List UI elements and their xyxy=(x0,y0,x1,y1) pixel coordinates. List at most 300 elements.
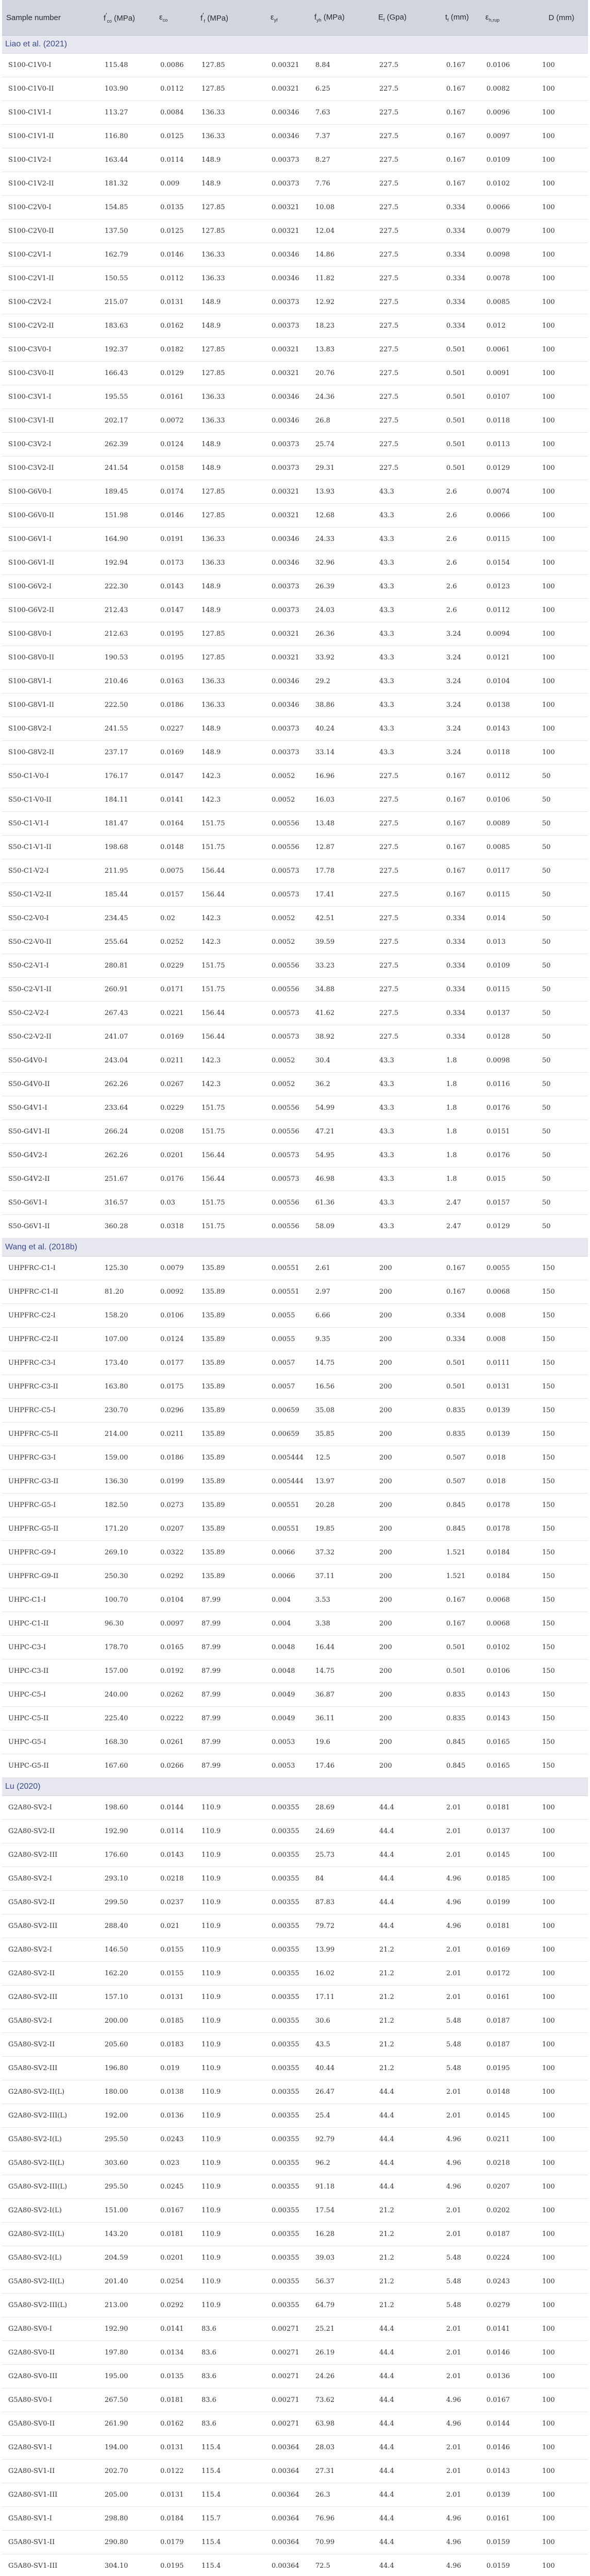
cell-d: 100 xyxy=(535,670,588,693)
cell-tf: 0.167 xyxy=(441,836,481,859)
table-row xyxy=(2,1470,588,1494)
cell-fyh: 26.19 xyxy=(310,2341,374,2365)
cell-sample: S100-C3V1-I xyxy=(2,385,99,409)
cell-d: 100 xyxy=(535,1938,588,1962)
cell-ff: 136.33 xyxy=(196,693,266,717)
cell-tf: 2.01 xyxy=(441,2080,481,2104)
cell-d: 100 xyxy=(535,2223,588,2246)
cell-sample: S50-C2-V1-II xyxy=(2,978,99,1002)
cell-eyf: 0.00373 xyxy=(266,575,310,599)
cell-eco: 0.0146 xyxy=(155,504,196,528)
cell-tf: 4.96 xyxy=(441,2507,481,2531)
cell-ef: 227.5 xyxy=(374,812,441,836)
cell-sample: S50-G4V1-II xyxy=(2,1120,99,1144)
cell-fco: 163.80 xyxy=(99,1375,155,1399)
cell-ef: 21.2 xyxy=(374,2246,441,2270)
cell-sample: S100-C1V2-I xyxy=(2,148,99,172)
cell-ecc: 0.0187 xyxy=(481,2223,535,2246)
cell-tf: 2.01 xyxy=(441,1820,481,1843)
table-row xyxy=(2,1986,588,2009)
cell-ecc: 0.0068 xyxy=(481,1280,535,1304)
cell-tf: 5.48 xyxy=(441,2033,481,2057)
cell-fco: 195.00 xyxy=(99,2365,155,2388)
cell-sample: S100-G8V2-I xyxy=(2,717,99,741)
cell-d: 150 xyxy=(535,1565,588,1588)
cell-ef: 200 xyxy=(374,1470,441,1494)
cell-ef: 200 xyxy=(374,1446,441,1470)
cell-fyh: 26.36 xyxy=(310,622,374,646)
cell-fco: 166.43 xyxy=(99,362,155,385)
cell-sample: S100-C2V0-II xyxy=(2,219,99,243)
cell-sample: S100-G8V1-I xyxy=(2,670,99,693)
cell-sample: UHPC-C3-I xyxy=(2,1636,99,1659)
cell-tf: 3.24 xyxy=(441,741,481,765)
cell-fco: 171.20 xyxy=(99,1517,155,1541)
cell-eco: 0.0177 xyxy=(155,1351,196,1375)
table-row xyxy=(2,2341,588,2365)
cell-eco: 0.0158 xyxy=(155,456,196,480)
cell-tf: 2.6 xyxy=(441,599,481,622)
cell-ef: 44.4 xyxy=(374,2080,441,2104)
cell-fyh: 32.96 xyxy=(310,551,374,575)
cell-d: 100 xyxy=(535,456,588,480)
cell-ff: 110.9 xyxy=(196,1867,266,1891)
cell-eyf: 0.00373 xyxy=(266,599,310,622)
cell-sample: G5A80-SV2-II(L) xyxy=(2,2270,99,2294)
cell-d: 50 xyxy=(535,1049,588,1073)
table-row xyxy=(2,741,588,765)
cell-tf: 1.8 xyxy=(441,1144,481,1167)
cell-tf: 5.48 xyxy=(441,2009,481,2033)
cell-d: 150 xyxy=(535,1304,588,1328)
cell-fco: 360.28 xyxy=(99,1215,155,1239)
cell-tf: 0.167 xyxy=(441,1257,481,1280)
table-row xyxy=(2,1280,588,1304)
cell-eco: 0.0273 xyxy=(155,1494,196,1517)
table-row xyxy=(2,765,588,788)
table-row xyxy=(2,646,588,670)
cell-ff: 142.3 xyxy=(196,788,266,812)
cell-d: 100 xyxy=(535,2460,588,2483)
column-header-eco xyxy=(155,0,196,36)
cell-ecc: 0.0243 xyxy=(481,2270,535,2294)
cell-eco: 0.0183 xyxy=(155,2033,196,2057)
cell-sample: UHPFRC-C3-I xyxy=(2,1351,99,1375)
cell-ff: 127.85 xyxy=(196,77,266,101)
cell-tf: 2.01 xyxy=(441,2483,481,2507)
cell-fco: 241.54 xyxy=(99,456,155,480)
cell-ff: 115.4 xyxy=(196,2554,266,2576)
cell-sample: S100-G6V1-I xyxy=(2,528,99,551)
cell-tf: 0.167 xyxy=(441,788,481,812)
table-row xyxy=(2,433,588,456)
cell-ecc: 0.0112 xyxy=(481,765,535,788)
cell-eyf: 0.0055 xyxy=(266,1328,310,1351)
cell-fyh: 25.4 xyxy=(310,2104,374,2128)
cell-eco: 0.0296 xyxy=(155,1399,196,1422)
cell-eco: 0.0207 xyxy=(155,1517,196,1541)
cell-ef: 43.3 xyxy=(374,1049,441,1073)
cell-eyf: 0.00346 xyxy=(266,528,310,551)
cell-eco: 0.0162 xyxy=(155,2412,196,2436)
cell-d: 50 xyxy=(535,788,588,812)
cell-fyh: 39.59 xyxy=(310,930,374,954)
cell-sample: S100-C3V1-II xyxy=(2,409,99,433)
cell-ff: 136.33 xyxy=(196,409,266,433)
cell-eyf: 0.00346 xyxy=(266,243,310,267)
cell-fco: 125.30 xyxy=(99,1257,155,1280)
cell-ef: 227.5 xyxy=(374,101,441,125)
cell-fco: 202.17 xyxy=(99,409,155,433)
cell-eyf: 0.00321 xyxy=(266,219,310,243)
cell-fco: 243.04 xyxy=(99,1049,155,1073)
cell-ecc: 0.0068 xyxy=(481,1612,535,1636)
cell-ef: 21.2 xyxy=(374,2294,441,2317)
cell-tf: 0.334 xyxy=(441,291,481,314)
cell-eyf: 0.0052 xyxy=(266,907,310,930)
cell-eco: 0.0221 xyxy=(155,1002,196,1025)
cell-ef: 43.3 xyxy=(374,528,441,551)
table-row xyxy=(2,480,588,504)
cell-d: 100 xyxy=(535,1843,588,1867)
cell-ef: 227.5 xyxy=(374,54,441,77)
cell-ecc: 0.0115 xyxy=(481,883,535,907)
cell-ef: 44.4 xyxy=(374,1843,441,1867)
table-row xyxy=(2,2223,588,2246)
cell-eco: 0.0229 xyxy=(155,954,196,978)
cell-tf: 0.501 xyxy=(441,385,481,409)
table-row xyxy=(2,148,588,172)
cell-d: 100 xyxy=(535,125,588,148)
cell-fyh: 14.75 xyxy=(310,1351,374,1375)
cell-tf: 5.48 xyxy=(441,2270,481,2294)
cell-eyf: 0.00573 xyxy=(266,1025,310,1049)
cell-eyf: 0.00271 xyxy=(266,2388,310,2412)
cell-d: 150 xyxy=(535,1257,588,1280)
cell-fyh: 8.84 xyxy=(310,54,374,77)
cell-ecc: 0.0187 xyxy=(481,2033,535,2057)
cell-fyh: 91.18 xyxy=(310,2175,374,2199)
cell-ecc: 0.0128 xyxy=(481,1025,535,1049)
column-header-symbol: t xyxy=(445,12,448,22)
cell-ecc: 0.0098 xyxy=(481,243,535,267)
cell-sample: S100-G6V2-I xyxy=(2,575,99,599)
cell-eyf: 0.00355 xyxy=(266,2104,310,2128)
table-row xyxy=(2,717,588,741)
cell-ecc: 0.0137 xyxy=(481,1002,535,1025)
cell-fyh: 2.97 xyxy=(310,1280,374,1304)
cell-tf: 2.01 xyxy=(441,2460,481,2483)
cell-fyh: 25.21 xyxy=(310,2317,374,2341)
cell-ef: 44.4 xyxy=(374,1820,441,1843)
cell-ff: 148.9 xyxy=(196,291,266,314)
cell-sample: S50-G4V0-I xyxy=(2,1049,99,1073)
cell-ff: 142.3 xyxy=(196,930,266,954)
table-row xyxy=(2,125,588,148)
cell-ef: 227.5 xyxy=(374,196,441,219)
cell-ecc: 0.0123 xyxy=(481,575,535,599)
cell-eco: 0.0266 xyxy=(155,1754,196,1778)
cell-eyf: 0.00355 xyxy=(266,2270,310,2294)
cell-d: 100 xyxy=(535,693,588,717)
cell-tf: 0.507 xyxy=(441,1446,481,1470)
cell-sample: UHPC-C1-II xyxy=(2,1612,99,1636)
table-row xyxy=(2,1962,588,1986)
table-row xyxy=(2,1120,588,1144)
cell-eco: 0.0191 xyxy=(155,528,196,551)
cell-eco: 0.0135 xyxy=(155,196,196,219)
cell-fyh: 42.51 xyxy=(310,907,374,930)
cell-eco: 0.0122 xyxy=(155,2460,196,2483)
cell-ef: 21.2 xyxy=(374,1938,441,1962)
column-header-tf xyxy=(441,0,481,36)
cell-fco: 103.90 xyxy=(99,77,155,101)
cell-eco: 0.0104 xyxy=(155,1588,196,1612)
cell-ecc: 0.0085 xyxy=(481,291,535,314)
cell-fco: 255.64 xyxy=(99,930,155,954)
cell-eyf: 0.00271 xyxy=(266,2412,310,2436)
cell-eyf: 0.0053 xyxy=(266,1754,310,1778)
cell-ef: 227.5 xyxy=(374,148,441,172)
cell-eco: 0.0084 xyxy=(155,101,196,125)
cell-ff: 142.3 xyxy=(196,1073,266,1096)
cell-tf: 3.24 xyxy=(441,670,481,693)
cell-d: 100 xyxy=(535,2317,588,2341)
cell-sample: UHPC-G5-I xyxy=(2,1731,99,1754)
cell-tf: 2.01 xyxy=(441,2341,481,2365)
cell-sample: G5A80-SV2-III(L) xyxy=(2,2175,99,2199)
cell-ff: 110.9 xyxy=(196,2033,266,2057)
cell-eco: 0.0155 xyxy=(155,1938,196,1962)
cell-eco: 0.0185 xyxy=(155,2009,196,2033)
cell-eyf: 0.00271 xyxy=(266,2365,310,2388)
cell-eco: 0.0092 xyxy=(155,1280,196,1304)
cell-ecc: 0.0102 xyxy=(481,172,535,196)
cell-eco: 0.0181 xyxy=(155,2388,196,2412)
cell-d: 100 xyxy=(535,741,588,765)
cell-ecc: 0.0145 xyxy=(481,2104,535,2128)
cell-ef: 43.3 xyxy=(374,1144,441,1167)
cell-ecc: 0.008 xyxy=(481,1328,535,1351)
table-row xyxy=(2,930,588,954)
group-title: Liao et al. (2021) xyxy=(2,36,588,54)
cell-ff: 127.85 xyxy=(196,196,266,219)
cell-ff: 87.99 xyxy=(196,1731,266,1754)
cell-fco: 150.55 xyxy=(99,267,155,291)
cell-ef: 200 xyxy=(374,1304,441,1328)
cell-tf: 2.6 xyxy=(441,551,481,575)
cell-ecc: 0.0106 xyxy=(481,1659,535,1683)
cell-d: 100 xyxy=(535,2033,588,2057)
cell-ecc: 0.0136 xyxy=(481,2365,535,2388)
table-row xyxy=(2,1938,588,1962)
cell-d: 100 xyxy=(535,2483,588,2507)
cell-ff: 142.3 xyxy=(196,765,266,788)
cell-d: 100 xyxy=(535,622,588,646)
cell-ecc: 0.0184 xyxy=(481,1541,535,1565)
cell-d: 150 xyxy=(535,1280,588,1304)
cell-ff: 115.4 xyxy=(196,2436,266,2460)
cell-sample: UHPFRC-G5-I xyxy=(2,1494,99,1517)
table-row xyxy=(2,1914,588,1938)
cell-ecc: 0.0137 xyxy=(481,1820,535,1843)
cell-eyf: 0.00659 xyxy=(266,1399,310,1422)
cell-eco: 0.0165 xyxy=(155,1636,196,1659)
cell-ff: 135.89 xyxy=(196,1517,266,1541)
cell-eco: 0.0292 xyxy=(155,2294,196,2317)
cell-sample: S100-C1V0-II xyxy=(2,77,99,101)
cell-ff: 83.6 xyxy=(196,2341,266,2365)
cell-ecc: 0.0098 xyxy=(481,1049,535,1073)
cell-eco: 0.0106 xyxy=(155,1304,196,1328)
cell-eyf: 0.00355 xyxy=(266,2175,310,2199)
cell-d: 100 xyxy=(535,219,588,243)
cell-ecc: 0.008 xyxy=(481,1304,535,1328)
cell-ff: 115.4 xyxy=(196,2460,266,2483)
cell-fyh: 35.08 xyxy=(310,1399,374,1422)
cell-ef: 21.2 xyxy=(374,2270,441,2294)
cell-eyf: 0.00355 xyxy=(266,1986,310,2009)
cell-sample: UHPFRC-C1-I xyxy=(2,1257,99,1280)
cell-fyh: 34.88 xyxy=(310,978,374,1002)
cell-eco: 0.0179 xyxy=(155,2531,196,2554)
table-row xyxy=(2,693,588,717)
table-row xyxy=(2,409,588,433)
cell-eyf: 0.00321 xyxy=(266,480,310,504)
cell-fyh: 6.66 xyxy=(310,1304,374,1328)
cell-sample: S50-C2-V0-I xyxy=(2,907,99,930)
cell-ef: 21.2 xyxy=(374,1986,441,2009)
cell-ef: 200 xyxy=(374,1588,441,1612)
cell-eyf: 0.00364 xyxy=(266,2507,310,2531)
cell-eyf: 0.00573 xyxy=(266,859,310,883)
cell-fyh: 16.02 xyxy=(310,1962,374,1986)
cell-fco: 113.27 xyxy=(99,101,155,125)
table-row xyxy=(2,1144,588,1167)
cell-sample: G5A80-SV2-I xyxy=(2,2009,99,2033)
table-row xyxy=(2,1731,588,1754)
cell-eyf: 0.00355 xyxy=(266,1843,310,1867)
cell-eyf: 0.00346 xyxy=(266,670,310,693)
cell-ef: 200 xyxy=(374,1351,441,1375)
cell-sample: UHPFRC-C2-I xyxy=(2,1304,99,1328)
cell-fco: 189.45 xyxy=(99,480,155,504)
cell-d: 50 xyxy=(535,765,588,788)
cell-eco: 0.0146 xyxy=(155,243,196,267)
cell-ff: 87.99 xyxy=(196,1707,266,1731)
cell-sample: G5A80-SV2-I(L) xyxy=(2,2246,99,2270)
cell-eyf: 0.00271 xyxy=(266,2341,310,2365)
cell-fyh: 33.14 xyxy=(310,741,374,765)
cell-ff: 156.44 xyxy=(196,1002,266,1025)
cell-fyh: 35.85 xyxy=(310,1422,374,1446)
cell-ecc: 0.0112 xyxy=(481,599,535,622)
cell-ef: 44.4 xyxy=(374,1891,441,1914)
cell-eyf: 0.00355 xyxy=(266,1867,310,1891)
cell-d: 100 xyxy=(535,433,588,456)
cell-sample: S100-C3V2-I xyxy=(2,433,99,456)
cell-eco: 0.0237 xyxy=(155,1891,196,1914)
cell-ef: 44.4 xyxy=(374,2175,441,2199)
cell-eco: 0.0138 xyxy=(155,2080,196,2104)
cell-d: 100 xyxy=(535,504,588,528)
cell-eyf: 0.0052 xyxy=(266,930,310,954)
cell-eyf: 0.00271 xyxy=(266,2317,310,2341)
table-row xyxy=(2,1167,588,1191)
cell-eyf: 0.00321 xyxy=(266,646,310,670)
cell-tf: 1.8 xyxy=(441,1120,481,1144)
cell-ef: 227.5 xyxy=(374,338,441,362)
cell-fyh: 16.03 xyxy=(310,788,374,812)
cell-ef: 200 xyxy=(374,1280,441,1304)
cell-sample: S50-C1-V2-I xyxy=(2,859,99,883)
cell-d: 50 xyxy=(535,1073,588,1096)
table-row xyxy=(2,1025,588,1049)
cell-ef: 227.5 xyxy=(374,954,441,978)
cell-sample: G5A80-SV1-II xyxy=(2,2531,99,2554)
cell-fco: 205.00 xyxy=(99,2483,155,2507)
cell-ef: 44.4 xyxy=(374,1914,441,1938)
cell-eyf: 0.00321 xyxy=(266,196,310,219)
cell-eco: 0.0114 xyxy=(155,148,196,172)
cell-d: 150 xyxy=(535,1683,588,1707)
cell-d: 50 xyxy=(535,930,588,954)
cell-d: 100 xyxy=(535,717,588,741)
cell-d: 100 xyxy=(535,1820,588,1843)
cell-d: 50 xyxy=(535,812,588,836)
cell-ecc: 0.0178 xyxy=(481,1494,535,1517)
cell-tf: 2.01 xyxy=(441,1843,481,1867)
cell-eyf: 0.00346 xyxy=(266,409,310,433)
cell-sample: G2A80-SV2-I(L) xyxy=(2,2199,99,2223)
cell-fco: 241.07 xyxy=(99,1025,155,1049)
cell-fyh: 13.99 xyxy=(310,1938,374,1962)
table-row xyxy=(2,1328,588,1351)
cell-tf: 4.96 xyxy=(441,2151,481,2175)
cell-fyh: 17.41 xyxy=(310,883,374,907)
cell-d: 150 xyxy=(535,1659,588,1683)
cell-fco: 192.00 xyxy=(99,2104,155,2128)
cell-ef: 200 xyxy=(374,1683,441,1707)
cell-sample: UHPC-G5-II xyxy=(2,1754,99,1778)
cell-tf: 0.334 xyxy=(441,267,481,291)
cell-ecc: 0.0167 xyxy=(481,2388,535,2412)
cell-d: 100 xyxy=(535,409,588,433)
cell-sample: S50-C1-V1-II xyxy=(2,836,99,859)
cell-sample: UHPC-C5-I xyxy=(2,1683,99,1707)
table-row xyxy=(2,954,588,978)
cell-eyf: 0.00355 xyxy=(266,2151,310,2175)
cell-ff: 110.9 xyxy=(196,2057,266,2080)
table-row xyxy=(2,1002,588,1025)
cell-tf: 0.167 xyxy=(441,1588,481,1612)
table-row xyxy=(2,1494,588,1517)
cell-sample: S50-G6V1-II xyxy=(2,1215,99,1239)
cell-ff: 110.9 xyxy=(196,2104,266,2128)
cell-sample: G2A80-SV2-III xyxy=(2,1843,99,1867)
cell-d: 100 xyxy=(535,2246,588,2270)
column-header-fyh xyxy=(310,0,374,36)
cell-tf: 2.01 xyxy=(441,1796,481,1820)
cell-ff: 136.33 xyxy=(196,528,266,551)
cell-ecc: 0.0172 xyxy=(481,1962,535,1986)
cell-sample: S50-C2-V1-I xyxy=(2,954,99,978)
column-header-eyf xyxy=(266,0,310,36)
column-header-symbol: ε xyxy=(271,12,274,22)
cell-eyf: 0.00556 xyxy=(266,1215,310,1239)
cell-eyf: 0.005444 xyxy=(266,1470,310,1494)
cell-ef: 200 xyxy=(374,1494,441,1517)
